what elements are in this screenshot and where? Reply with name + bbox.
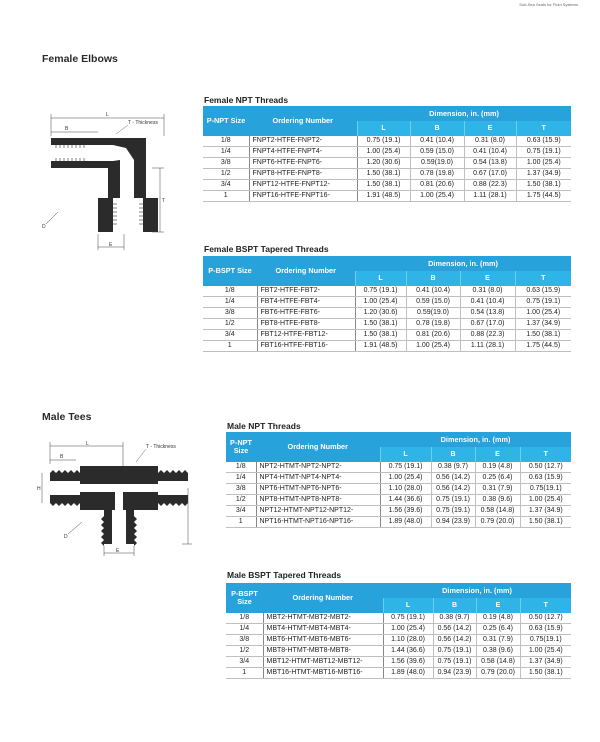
cell-E: 0.25 (6.4): [476, 624, 520, 635]
cell-order: NPT4-HTMT-NPT4-NPT4-: [256, 473, 380, 484]
cell-L: 0.75 (19.1): [355, 286, 406, 297]
cell-L: 1.00 (25.4): [380, 473, 431, 484]
cell-order: NPT2-HTMT-NPT2-NPT2-: [256, 462, 380, 473]
cell-B: 0.56 (14.2): [433, 624, 476, 635]
cell-E: 0.31 (8.0): [460, 286, 515, 297]
cell-L: 0.75 (19.1): [383, 613, 433, 624]
cell-size: 1/4: [226, 473, 256, 484]
cell-T: 1.50 (38.1): [520, 517, 571, 528]
cell-E: 0.58 (14.8): [476, 657, 520, 668]
cell-order: NPT16-HTMT-NPT16-NPT16-: [256, 517, 380, 528]
cell-B: 1.00 (25.4): [406, 341, 460, 352]
table-row: [226, 517, 571, 528]
cell-E: 0.31 (8.0): [464, 136, 516, 147]
cell-size: 1: [226, 517, 256, 528]
cell-size: 3/8: [203, 308, 257, 319]
cell-order: FNPT16-HTFE-FNPT16-: [249, 191, 357, 202]
table-row: [203, 286, 571, 297]
cell-E: 0.54 (13.8): [464, 158, 516, 169]
cell-order: NPT6-HTMT-NPT6-NPT6-: [256, 484, 380, 495]
cell-size: 3/4: [226, 657, 263, 668]
cell-order: FBT6-HTFE-FBT6-: [257, 308, 355, 319]
cell-L: 0.75 (19.1): [380, 462, 431, 473]
label-B: B: [60, 454, 64, 460]
cell-size: 3/8: [226, 635, 263, 646]
cell-L: 1.00 (25.4): [383, 624, 433, 635]
male-tee-drawing: [36, 438, 194, 558]
table-row: [203, 147, 571, 158]
header-E: E: [475, 447, 520, 462]
cell-T: 0.50 (12.7): [520, 613, 571, 624]
table-row: [203, 330, 571, 341]
cell-L: 1.00 (25.4): [357, 147, 410, 158]
cell-T: 0.50 (12.7): [520, 462, 571, 473]
cell-E: 0.31 (7.9): [476, 635, 520, 646]
cell-T: 0.75(19.1): [520, 635, 571, 646]
label-D: D: [64, 534, 68, 540]
cell-E: 0.58 (14.8): [475, 506, 520, 517]
cell-B: 0.41 (10.4): [406, 286, 460, 297]
table-row: [203, 297, 571, 308]
cell-order: FBT12-HTFE-FBT12-: [257, 330, 355, 341]
cell-size: 1/8: [226, 462, 256, 473]
header-L: L: [355, 271, 406, 286]
cell-size: 1: [203, 191, 249, 202]
cell-L: 1.50 (38.1): [355, 330, 406, 341]
cell-size: 1/8: [203, 136, 249, 147]
cell-order: NPT12-HTMT-NPT12-NPT12-: [256, 506, 380, 517]
cell-T: 1.50 (38.1): [515, 330, 571, 341]
header-B: B: [406, 271, 460, 286]
header-L: L: [357, 121, 410, 136]
header-dimension: Dimension, in. (mm): [357, 106, 571, 121]
cell-B: 0.78 (19.8): [406, 319, 460, 330]
cell-E: 0.41 (10.4): [460, 297, 515, 308]
cell-E: 0.25 (6.4): [475, 473, 520, 484]
cell-B: 0.81 (20.6): [410, 180, 464, 191]
cell-order: MBT12-HTMT-MBT12-MBT12-: [263, 657, 383, 668]
table-row: [226, 484, 571, 495]
cell-B: 0.59(19.0): [406, 308, 460, 319]
table-row: [226, 624, 571, 635]
cell-T: 0.63 (15.9): [515, 286, 571, 297]
table-row: [203, 319, 571, 330]
cell-E: 0.88 (22.3): [460, 330, 515, 341]
page-header-company: Sub-Sea Seals for Fluid Systems: [519, 2, 578, 7]
cell-L: 1.89 (48.0): [383, 668, 433, 679]
cell-E: 0.79 (20.0): [476, 668, 520, 679]
cell-order: MBT2-HTMT-MBT2-MBT2-: [263, 613, 383, 624]
cell-B: 0.56 (14.2): [431, 484, 475, 495]
header-B: B: [433, 598, 476, 613]
cell-T: 1.50 (38.1): [516, 180, 571, 191]
table-row: [226, 506, 571, 517]
cell-E: 0.67 (17.0): [460, 319, 515, 330]
cell-E: 0.38 (9.6): [475, 495, 520, 506]
cell-order: FNPT4-HTFE-FNPT4-: [249, 147, 357, 158]
table-row: [226, 462, 571, 473]
cell-T: 1.37 (34.9): [520, 657, 571, 668]
table-row: [226, 668, 571, 679]
header-E: E: [464, 121, 516, 136]
table-row: [226, 613, 571, 624]
header-size: P-NPT Size: [226, 432, 256, 462]
cell-B: 0.59 (15.0): [406, 297, 460, 308]
cell-B: 0.38 (9.7): [431, 462, 475, 473]
cell-T: 0.63 (15.9): [520, 624, 571, 635]
header-ordering-number: Ordering Number: [263, 583, 383, 613]
cell-B: 0.41 (10.4): [410, 136, 464, 147]
cell-size: 1: [226, 668, 263, 679]
header-ordering-number: Ordering Number: [257, 256, 355, 286]
cell-order: MBT16-HTMT-MBT16-MBT16-: [263, 668, 383, 679]
cell-order: NPT8-HTMT-NPT8-NPT8-: [256, 495, 380, 506]
table-male-npt: [226, 432, 571, 528]
cell-E: 0.54 (13.8): [460, 308, 515, 319]
cell-L: 1.50 (38.1): [357, 169, 410, 180]
cell-size: 1/2: [203, 169, 249, 180]
header-L: L: [383, 598, 433, 613]
cell-E: 0.19 (4.8): [475, 462, 520, 473]
label-L: L: [86, 441, 89, 447]
cell-size: 1/4: [226, 624, 263, 635]
cell-size: 1/2: [203, 319, 257, 330]
table-male-bspt: [226, 583, 571, 679]
header-T: T: [520, 447, 571, 462]
header-T: T: [516, 121, 571, 136]
cell-size: 3/4: [203, 330, 257, 341]
header-E: E: [476, 598, 520, 613]
cell-size: 3/8: [203, 158, 249, 169]
cell-T: 1.37 (34.9): [520, 506, 571, 517]
cell-size: 1/4: [203, 297, 257, 308]
cell-L: 1.20 (30.6): [355, 308, 406, 319]
table-row: [226, 646, 571, 657]
header-size: P-BSPT Size: [203, 256, 257, 286]
cell-order: FBT4-HTFE-FBT4-: [257, 297, 355, 308]
header-B: B: [410, 121, 464, 136]
header-B: B: [431, 447, 475, 462]
cell-T: 0.63 (15.9): [516, 136, 571, 147]
cell-L: 1.10 (28.0): [383, 635, 433, 646]
header-L: L: [380, 447, 431, 462]
cell-size: 1/2: [226, 495, 256, 506]
label-thickness: T - Thickness: [146, 444, 176, 450]
cell-L: 1.00 (25.4): [355, 297, 406, 308]
table-row: [226, 495, 571, 506]
cell-T: 1.50 (38.1): [520, 668, 571, 679]
table-row: [226, 657, 571, 668]
cell-order: MBT4-HTMT-MBT4-MBT4-: [263, 624, 383, 635]
cell-order: MBT6-HTMT-MBT6-MBT6-: [263, 635, 383, 646]
cell-L: 1.50 (38.1): [357, 180, 410, 191]
cell-size: 1/2: [226, 646, 263, 657]
cell-L: 1.56 (39.6): [383, 657, 433, 668]
cell-L: 1.10 (28.0): [380, 484, 431, 495]
cell-E: 0.79 (20.0): [475, 517, 520, 528]
table-title-male-npt: Male NPT Threads: [227, 421, 301, 431]
table-title-male-bspt: Male BSPT Tapered Threads: [227, 570, 342, 580]
label-B: B: [65, 126, 69, 132]
cell-B: 0.59 (15.0): [410, 147, 464, 158]
cell-T: 1.75 (44.5): [516, 191, 571, 202]
cell-B: 0.75 (19.1): [433, 657, 476, 668]
table-title-female-bspt: Female BSPT Tapered Threads: [204, 244, 329, 254]
header-size: P-BSPT Size: [226, 583, 263, 613]
cell-T: 1.00 (25.4): [520, 646, 571, 657]
label-D: D: [42, 224, 46, 230]
table-female-npt: [203, 106, 571, 202]
cell-E: 0.19 (4.8): [476, 613, 520, 624]
header-dimension: Dimension, in. (mm): [355, 256, 571, 271]
cell-T: 1.37 (34.9): [515, 319, 571, 330]
cell-B: 0.94 (23.9): [433, 668, 476, 679]
cell-T: 0.75(19.1): [520, 484, 571, 495]
cell-size: 3/4: [203, 180, 249, 191]
label-T: T: [162, 198, 166, 204]
cell-size: 1/8: [203, 286, 257, 297]
cell-order: FBT8-HTFE-FBT8-: [257, 319, 355, 330]
table-title-female-npt: Female NPT Threads: [204, 95, 289, 105]
cell-L: 1.50 (38.1): [355, 319, 406, 330]
cell-size: 1/4: [203, 147, 249, 158]
cell-B: 0.59(19.0): [410, 158, 464, 169]
cell-T: 1.75 (44.5): [515, 341, 571, 352]
cell-size: 3/8: [226, 484, 256, 495]
cell-E: 1.11 (28.1): [460, 341, 515, 352]
cell-E: 0.67 (17.0): [464, 169, 516, 180]
header-T: T: [520, 598, 571, 613]
cell-E: 0.41 (10.4): [464, 147, 516, 158]
cell-B: 1.00 (25.4): [410, 191, 464, 202]
table-row: [226, 473, 571, 484]
cell-size: 3/4: [226, 506, 256, 517]
cell-B: 0.78 (19.8): [410, 169, 464, 180]
header-ordering-number: Ordering Number: [249, 106, 357, 136]
header-size: P-NPT Size: [203, 106, 249, 136]
table-row: [203, 180, 571, 191]
section-title-male-tees: Male Tees: [42, 411, 92, 423]
cell-E: 0.88 (22.3): [464, 180, 516, 191]
cell-order: FNPT2-HTFE-FNPT2-: [249, 136, 357, 147]
cell-E: 0.38 (9.6): [476, 646, 520, 657]
cell-B: 0.75 (19.1): [431, 506, 475, 517]
table-row: [203, 308, 571, 319]
cell-T: 0.63 (15.9): [520, 473, 571, 484]
cell-order: MBT8-HTMT-MBT8-MBT8-: [263, 646, 383, 657]
cell-size: 1: [203, 341, 257, 352]
cell-L: 1.89 (48.0): [380, 517, 431, 528]
cell-L: 1.44 (36.6): [383, 646, 433, 657]
cell-E: 0.31 (7.9): [475, 484, 520, 495]
table-row: [203, 169, 571, 180]
cell-B: 0.56 (14.2): [433, 635, 476, 646]
label-L: L: [106, 112, 109, 118]
cell-B: 0.38 (9.7): [433, 613, 476, 624]
cell-T: 0.75 (19.1): [515, 297, 571, 308]
cell-L: 1.44 (36.6): [380, 495, 431, 506]
cell-B: 0.56 (14.2): [431, 473, 475, 484]
cell-order: FNPT8-HTFE-FNPT8-: [249, 169, 357, 180]
cell-B: 0.81 (20.6): [406, 330, 460, 341]
cell-L: 1.56 (39.6): [380, 506, 431, 517]
table-row: [226, 635, 571, 646]
label-E: E: [116, 548, 120, 554]
table-row: [203, 341, 571, 352]
cell-T: 1.37 (34.9): [516, 169, 571, 180]
cell-size: 1/8: [226, 613, 263, 624]
label-E: E: [109, 242, 113, 248]
table-female-bspt: [203, 256, 571, 352]
cell-T: 1.00 (25.4): [515, 308, 571, 319]
cell-T: 1.00 (25.4): [520, 495, 571, 506]
header-dimension: Dimension, in. (mm): [380, 432, 571, 447]
cell-B: 0.94 (23.9): [431, 517, 475, 528]
cell-order: FNPT6-HTFE-FNPT6-: [249, 158, 357, 169]
cell-E: 1.11 (28.1): [464, 191, 516, 202]
table-row: [203, 158, 571, 169]
cell-L: 1.91 (48.5): [357, 191, 410, 202]
cell-order: FBT16-HTFE-FBT16-: [257, 341, 355, 352]
section-title-female-elbows: Female Elbows: [42, 53, 118, 65]
cell-L: 0.75 (19.1): [357, 136, 410, 147]
label-H: H: [37, 486, 41, 492]
cell-L: 1.20 (30.6): [357, 158, 410, 169]
header-dimension: Dimension, in. (mm): [383, 583, 571, 598]
cell-T: 0.75 (19.1): [516, 147, 571, 158]
cell-order: FBT2-HTFE-FBT2-: [257, 286, 355, 297]
header-T: T: [515, 271, 571, 286]
cell-B: 0.75 (19.1): [431, 495, 475, 506]
header-E: E: [460, 271, 515, 286]
label-thickness: T - Thickness: [128, 120, 158, 126]
table-row: [203, 191, 571, 202]
cell-B: 0.75 (19.1): [433, 646, 476, 657]
cell-L: 1.91 (48.5): [355, 341, 406, 352]
cell-T: 1.00 (25.4): [516, 158, 571, 169]
header-ordering-number: Ordering Number: [256, 432, 380, 462]
female-elbow-drawing: [38, 112, 173, 258]
table-row: [203, 136, 571, 147]
cell-order: FNPT12-HTFE-FNPT12-: [249, 180, 357, 191]
